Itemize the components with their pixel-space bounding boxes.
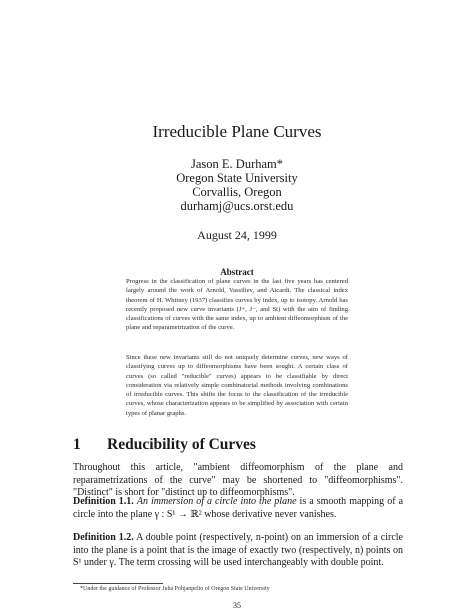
section-title: Reducibility of Curves [107,436,256,453]
page-number: 35 [233,601,241,610]
abstract-paragraph-2: Since these new invariants still do not uniquely determine curves, new ways of classifying curves up to diffeomorphisms have been sought. A certain class of curves (so called "reducible" curves) appears to be classifiable by direct consideration via relatively simple combinatorial methods involving combinations of irreducible curves. This shifts the focus to the classification of the irreducible curves, whose characterization appears to be simplified by association with certain types of planar graphs. [126,354,348,417]
author-email: durhamj@ucs.orst.edu [180,199,294,213]
section-number: 1 [73,436,81,453]
author-block [0,157,474,213]
definition-1-1-text: is a smooth mapping of a circle into the plane γ : S¹ → ℝ² whose derivative never vanishes. [73,496,404,520]
paper-date: August 24, 1999 [197,228,277,242]
author-name: Jason E. Durham* [191,157,283,171]
section-heading [73,436,256,454]
footnote-rule [73,583,163,584]
paper-title: Irreducible Plane Curves [152,122,322,141]
abstract-heading: Abstract [220,267,254,277]
definition-1-1-label: Definition 1.1. [73,496,134,507]
author-location: Corvallis, Oregon [192,185,282,199]
definition-1-2-label: Definition 1.2. [73,532,134,543]
footnote: *Under the guidance of Professor Juha Pohjanpelto of Oregon State University [80,586,270,592]
abstract-paragraph-1: Progress in the classification of plane curves in the last five years has centered largely around the work of Arnold, Vassiliev, and Aicardi. The classical index theorem of H. Whitney (1937) classifies curves by index, up to isotopy. Arnold has recently proposed new curve invariants (J+, J−, and St) with the aim of finding classifications of curves with the same index, up to ambient diffeomorphism of the plane and reparametrization of the curve. [126,278,348,332]
definition-1-1 [73,496,403,521]
definition-1-1-term: An immersion of a circle into the plane [136,496,297,507]
definition-1-2-text: A double point (respectively, n-point) on an immersion of a circle into the plane is a point that is the image of exactly two (respectively, n) points on S¹ under γ. The term crossing will be used interchangeably with double point. [73,532,403,568]
intro-paragraph: Throughout this article, "ambient diffeomorphism of the plane and reparametrizations of the curve" may be shortened to "diffeomorphisms". "Distinct" is short for "distinct up to diffeomorphisms". [73,462,403,498]
definition-1-2 [73,532,403,570]
author-affiliation: Oregon State University [176,171,298,185]
